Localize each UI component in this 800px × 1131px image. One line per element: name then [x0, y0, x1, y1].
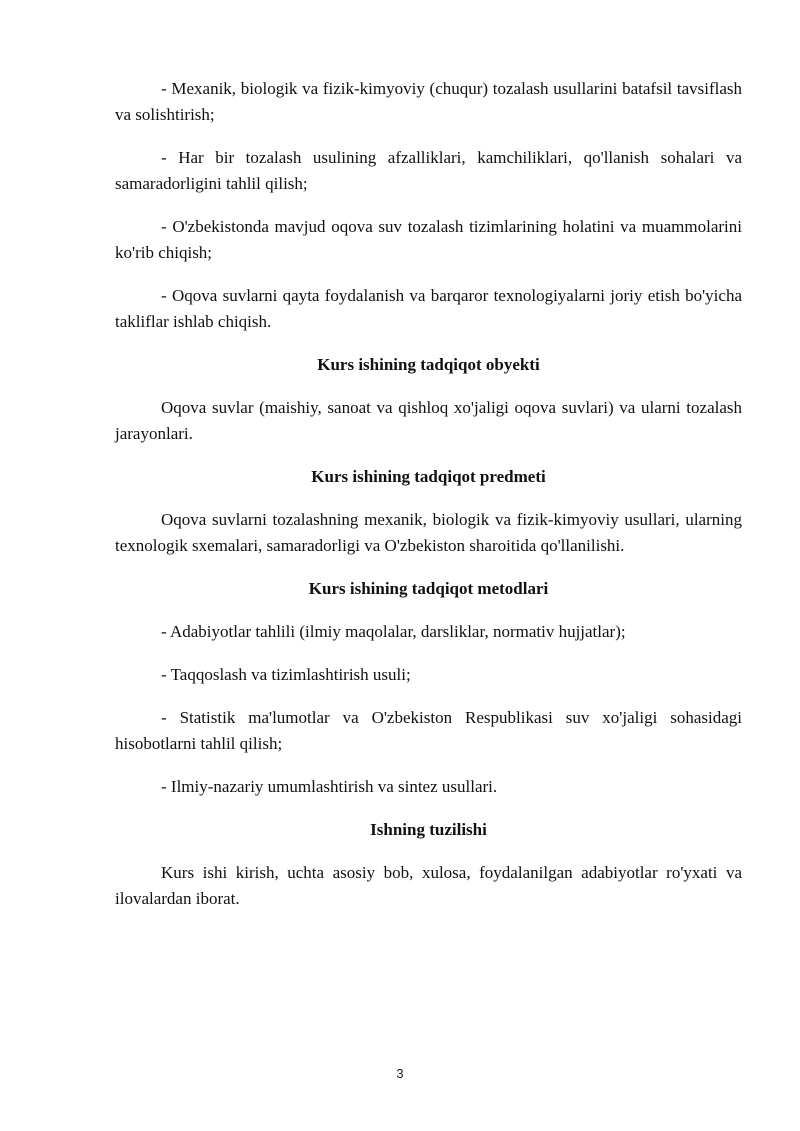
structure-text: Kurs ishi kirish, uchta asosiy bob, xulosa, foydalanilgan adabiyotlar ro'yxati va ilovalardan iborat.	[115, 863, 742, 908]
research-subject-heading: Kurs ishining tadqiqot predmeti	[311, 467, 546, 486]
method-item: - Ilmiy-nazariy umumlashtirish va sintez usullari.	[161, 777, 498, 796]
structure-heading: Ishning tuzilishi	[370, 820, 487, 839]
research-object-heading: Kurs ishining tadqiqot obyekti	[317, 355, 540, 374]
method-item: - Adabiyotlar tahlili (ilmiy maqolalar, darsliklar, normativ hujjatlar);	[161, 622, 626, 641]
task-item: - Mexanik, biologik va fizik-kimyoviy (chuqur) tozalash usullarini batafsil tavsiflash va solishtirish;	[115, 79, 742, 124]
research-subject-text: Oqova suvlarni tozalashning mexanik, biologik va fizik-kimyoviy usullari, ularning texnologik sxemalari, samaradorligi va O'zbekiston sharoitida qo'llanilishi.	[115, 510, 742, 555]
research-object-text: Oqova suvlar (maishiy, sanoat va qishloq xo'jaligi oqova suvlari) va ularni tozalash jarayonlari.	[115, 398, 742, 443]
task-item: - Har bir tozalash usulining afzalliklari, kamchiliklari, qo'llanish sohalari va samaradorligini tahlil qilish;	[115, 148, 742, 193]
page-number: 3	[396, 1066, 404, 1081]
method-item: - Statistik ma'lumotlar va O'zbekiston Respublikasi suv xo'jaligi sohasidagi hisobotlarni tahlil qilish;	[115, 708, 742, 753]
task-item: - Oqova suvlarni qayta foydalanish va barqaror texnologiyalarni joriy etish bo'yicha takliflar ishlab chiqish.	[115, 286, 742, 331]
page-content	[115, 76, 742, 929]
task-item: - O'zbekistonda mavjud oqova suv tozalash tizimlarining holatini va muammolarini ko'rib chiqish;	[115, 217, 742, 262]
research-methods-heading: Kurs ishining tadqiqot metodlari	[308, 579, 549, 598]
method-item: - Taqqoslash va tizimlashtirish usuli;	[161, 665, 411, 684]
